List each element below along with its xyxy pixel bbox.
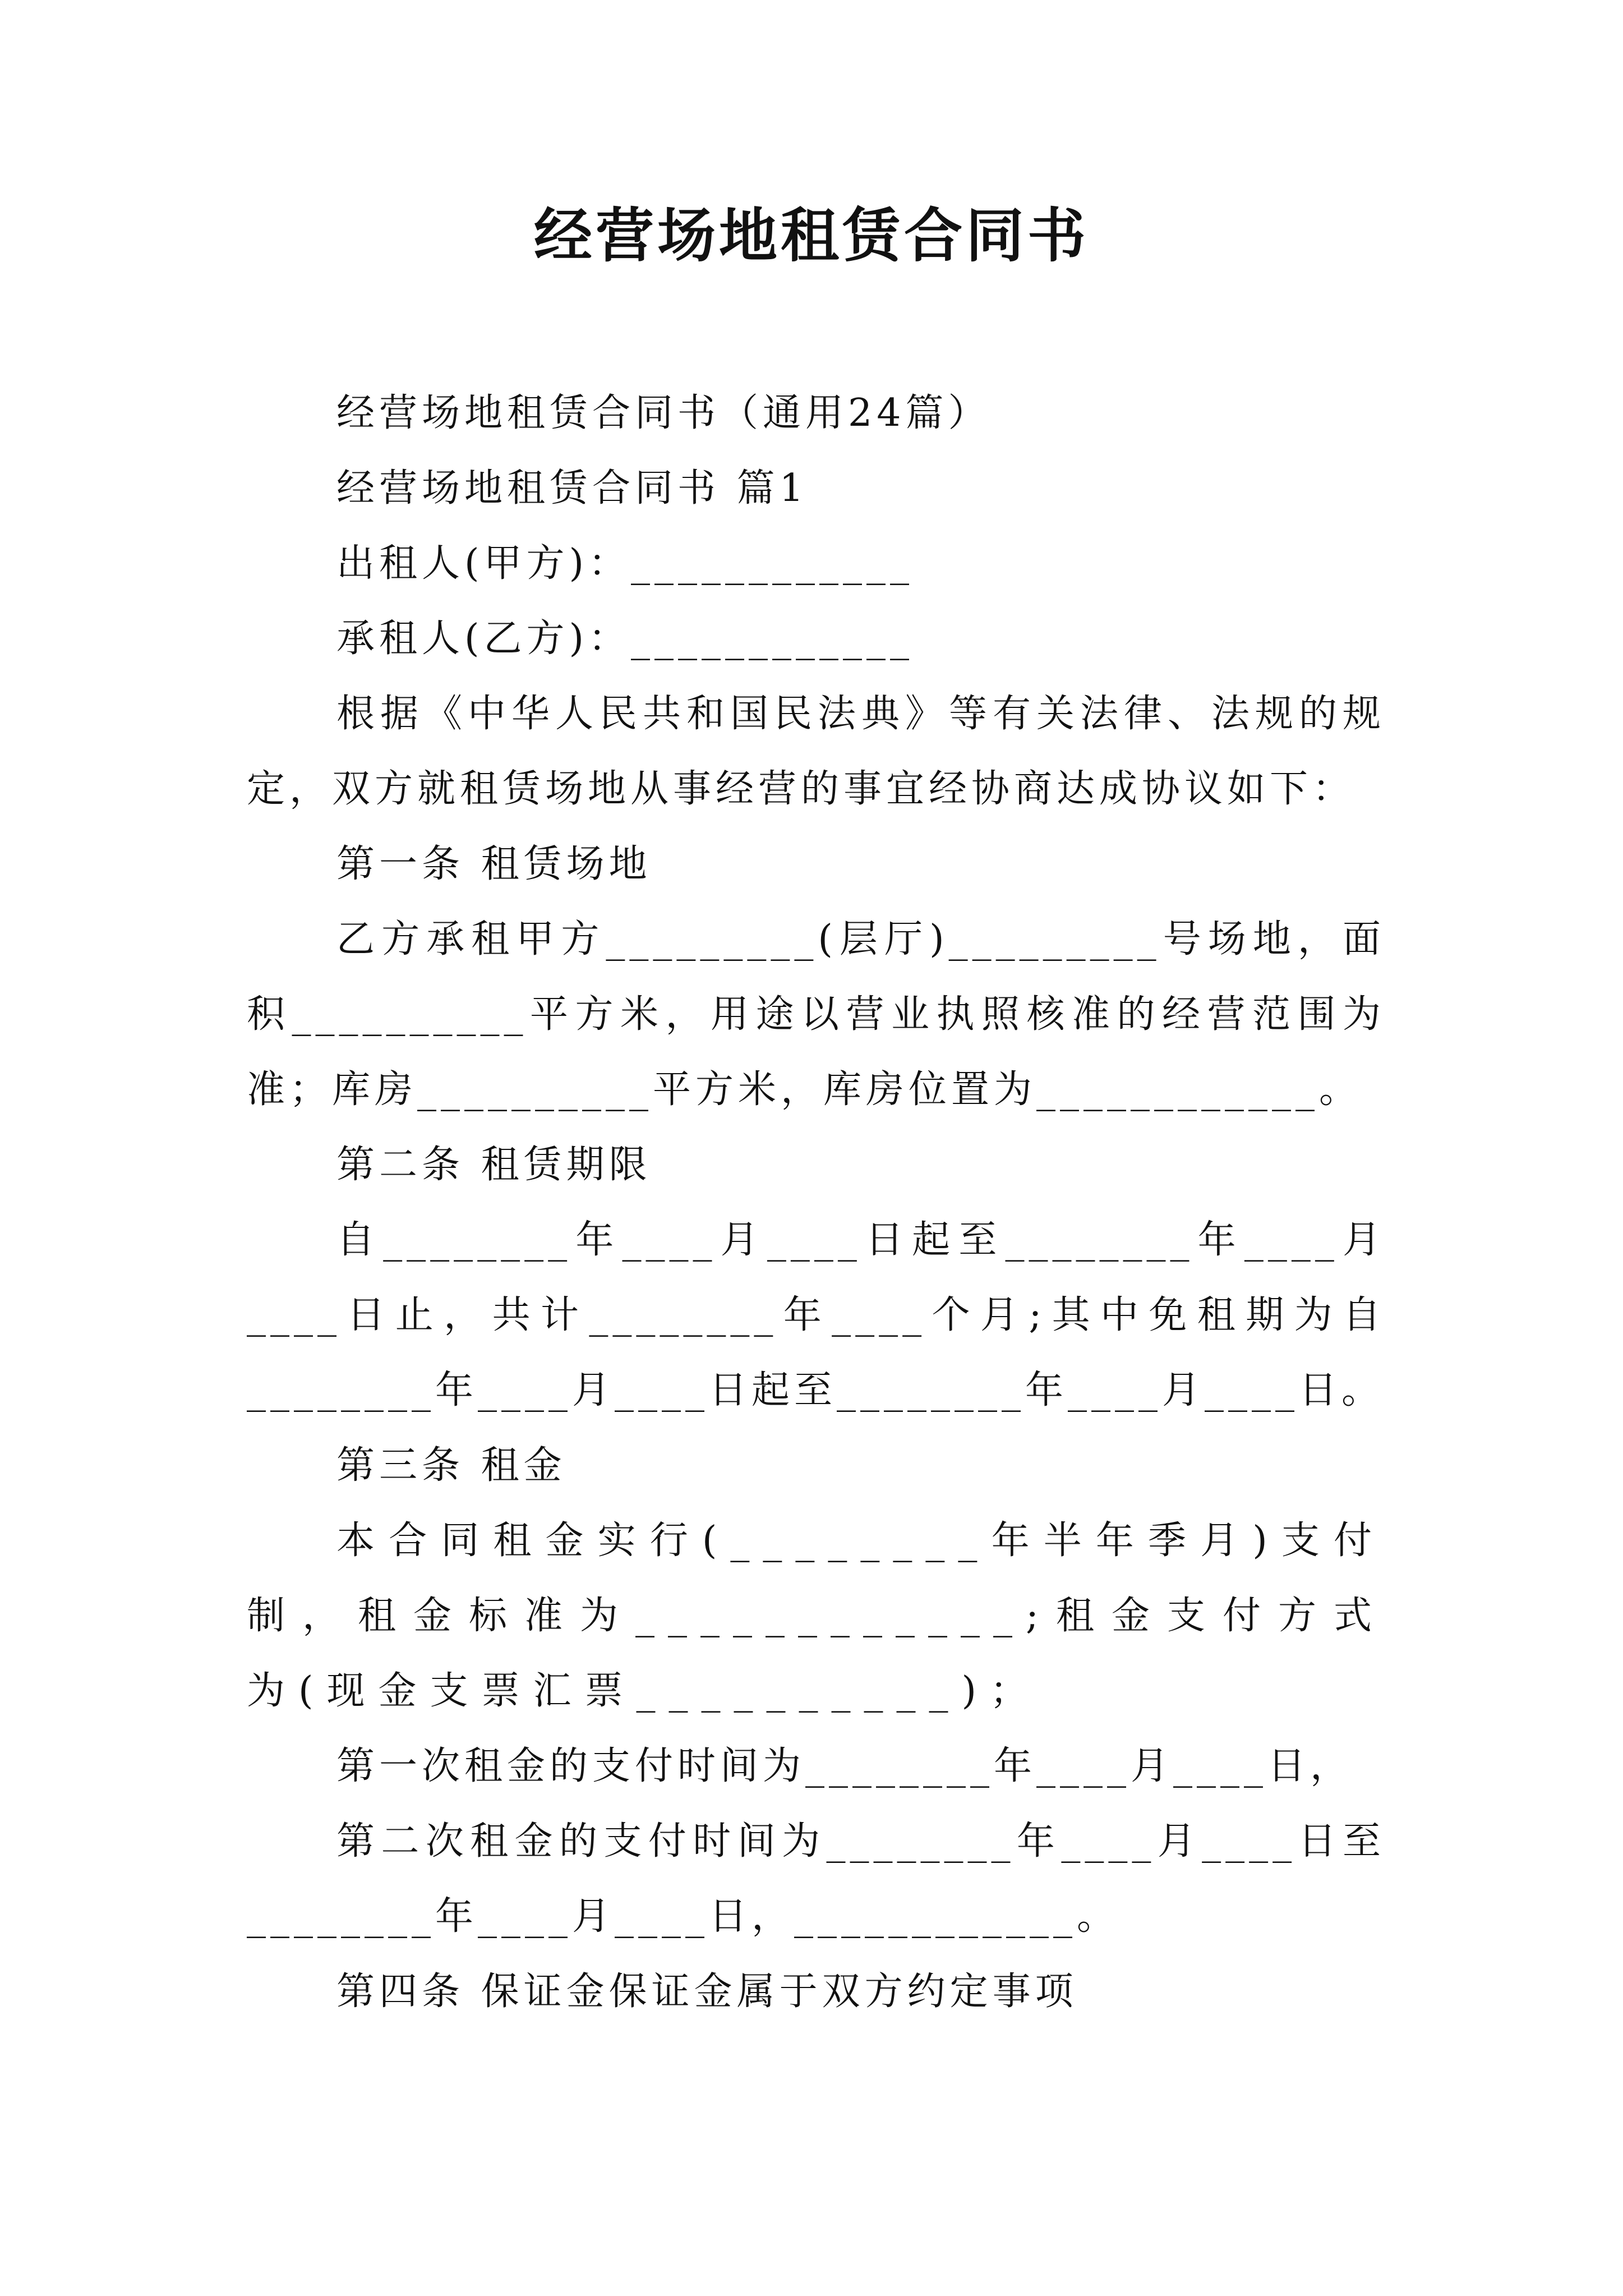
paragraph-part-heading: 经营场地租赁合同书 篇1	[336, 466, 808, 510]
paragraph-subtitle: 经营场地租赁合同书（通用24篇）	[336, 391, 991, 435]
second-payment-line: 第二次租金的支付时间为________年____月____日至________年____月____日，____________。	[247, 1819, 1385, 1939]
document-title: 经营场地租赁合同书	[533, 201, 1089, 270]
document-body	[247, 376, 1385, 2030]
paragraph-lessee: 承租人(乙方)：____________	[336, 616, 914, 661]
article-4-heading: 第四条 保证金保证金属于双方约定事项	[336, 1970, 1078, 2014]
article-1-heading: 第一条 租赁场地	[336, 842, 652, 886]
paragraph-preamble: 根据《中华人民共和国民法典》等有关法律、法规的规定，双方就租赁场地从事经营的事宜经协商达成协议如下：	[247, 692, 1385, 811]
article-1-body: 乙方承租甲方_________(层厅)_________号场地，面积__________平方米，用途以营业执照核准的经营范围为准；库房__________平方米，库房位置为____________。	[247, 917, 1385, 1112]
article-3-body: 本合同租金实行(________年半年季月)支付制，租金标准为____________;租金支付方式为(现金支票汇票__________)；	[247, 1519, 1385, 1713]
article-3-heading: 第三条 租金	[336, 1443, 566, 1488]
paragraph-lessor: 出租人(甲方)：____________	[336, 541, 914, 586]
article-2-heading: 第二条 租赁期限	[336, 1143, 652, 1187]
first-payment-line: 第一次租金的支付时间为________年____月____日，	[336, 1744, 1353, 1788]
article-2-body: 自________年____月____日起至________年____月____日止，共计________年____个月;其中免租期为自________年____月____日起至________年____月____日。	[247, 1218, 1385, 1412]
